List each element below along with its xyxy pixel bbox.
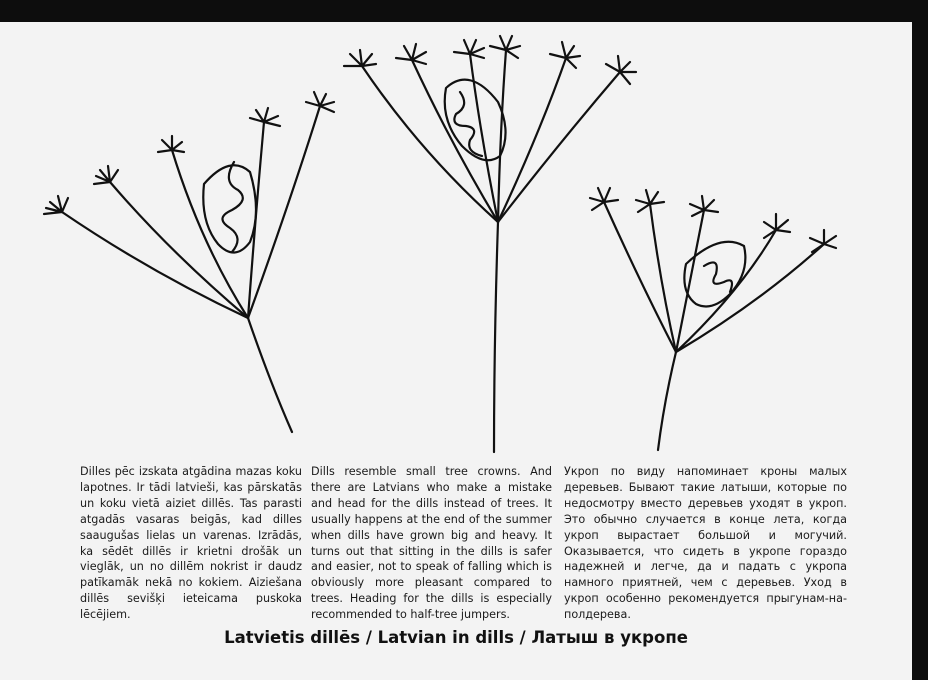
latvian-text: Dilles pēc izskata atgādina mazas koku lapotnes. Ir tādi latvieši, kas pārskatās un koku vietā aiziet dillēs. Tas parasti atgadās vasaras beigās, kad dilles saaugušas lielas un varenas. Izrādās, ka sēdēt dillēs ir krietni drošāk un vieglāk, un no dillēm nokrist ir daudz patīkamāk nekā no kokiem. Aiziešana dillēs sevišķi ieteicama puskoka lēcējiem. bbox=[80, 465, 302, 622]
leaf-shape bbox=[684, 242, 745, 307]
umbel-tip bbox=[344, 36, 636, 84]
leaf-shape bbox=[203, 162, 256, 253]
dill-plant-left bbox=[44, 92, 334, 432]
english-text: Dills resemble small tree crowns. And there are Latvians who make a mistake and head for the dills instead of trees. It usually happens at the end of the summer when dills have grown big and heavy. It turns out that sitting in the dills is safer and easier, not to speak of falling which is obviously more pleasant compared to trees. Heading for the dills is especially recommended to half-tree jumpers. bbox=[311, 465, 552, 622]
umbel-tip bbox=[590, 188, 836, 252]
dill-illustration bbox=[0, 22, 912, 482]
plaque-title: Latvietis dillēs / Latvian in dills / Латыш в укропе bbox=[224, 628, 688, 647]
russian-text: Укроп по виду напоминает кроны малых деревьев. Бывают такие латыши, которые по недосмотру вместо деревьев уходят в укроп. Это обычно случается в конце лета, когда укроп вырастает большой и могучий. Оказывается, что сидеть в укропе гораздо надежней и легче, да и падать с укропа намного приятней, чем с деревьев. Уход в укроп особенно рекомендуется прыгунам-на-полдерева. bbox=[564, 465, 847, 622]
dill-plant-middle bbox=[344, 36, 636, 452]
information-plaque bbox=[0, 22, 912, 680]
dill-plant-right bbox=[590, 188, 836, 450]
